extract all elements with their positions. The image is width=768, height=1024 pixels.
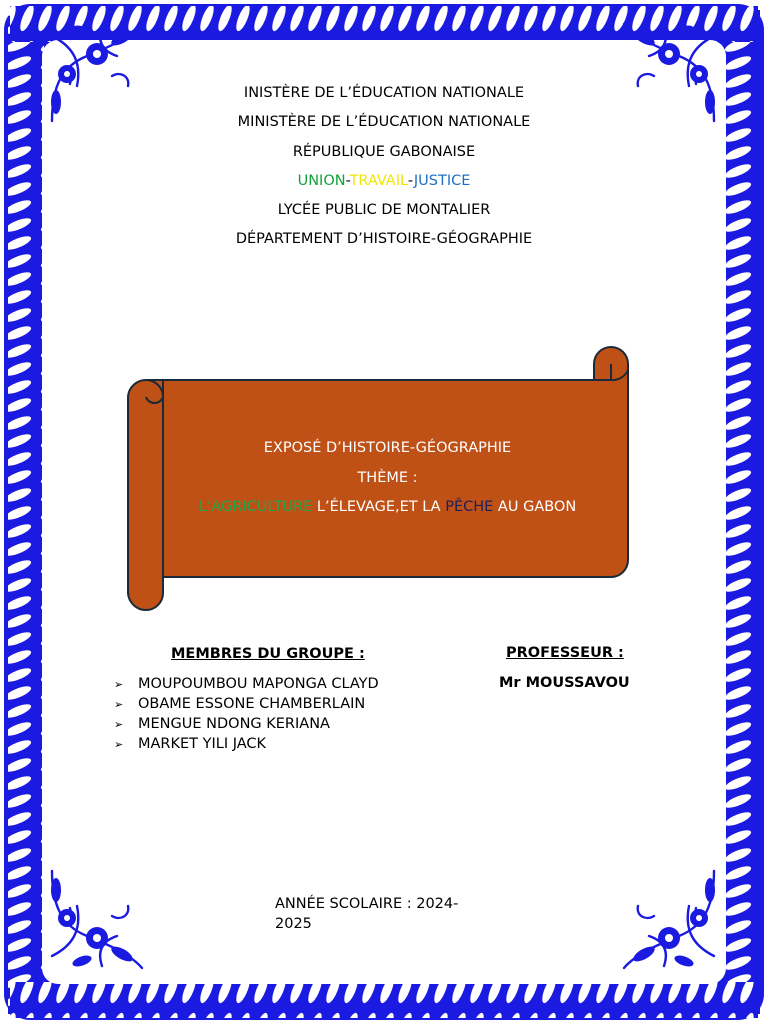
motto-union: UNION	[297, 173, 346, 189]
member-name: OBAME ESSONE CHAMBERLAIN	[138, 696, 366, 712]
professor-name: Mr MOUSSAVOU	[499, 675, 630, 691]
theme-peche: PÊCHE	[445, 499, 494, 515]
theme-text	[165, 499, 610, 515]
member-name: MOUPOUMBOU MAPONGA CLAYD	[138, 676, 379, 692]
school-year-line-1: ANNÉE SCOLAIRE : 2024-	[275, 896, 459, 912]
list-item	[114, 734, 379, 754]
arrow-bullet-icon: ➢	[114, 678, 124, 691]
members-title: MEMBRES DU GROUPE :	[171, 646, 365, 662]
arrow-bullet-icon: ➢	[114, 718, 124, 731]
republic-line: RÉPUBLIQUE GABONAISE	[292, 144, 476, 160]
ministry-line-1: INISTÈRE DE L’ÉDUCATION NATIONALE	[243, 85, 525, 101]
arrow-bullet-icon: ➢	[114, 698, 124, 711]
school-name: LYCÉE PUBLIC DE MONTALIER	[277, 202, 491, 218]
motto-travail: TRAVAIL	[349, 173, 408, 189]
exposé-title: EXPOSÉ D’HISTOIRE-GÉOGRAPHIE	[263, 440, 512, 456]
motto-dash: -	[345, 173, 350, 189]
member-name: MENGUE NDONG KERIANA	[138, 716, 330, 732]
list-item	[114, 674, 379, 694]
list-item	[114, 694, 379, 714]
motto-justice: JUSTICE	[413, 173, 471, 189]
theme-agriculture: L’AGRICULTURE	[198, 499, 313, 515]
arrow-bullet-icon: ➢	[114, 738, 124, 751]
ministry-line-2: MINISTÈRE DE L’ÉDUCATION NATIONALE	[237, 114, 531, 130]
theme-label: THÈME :	[357, 470, 418, 486]
school-year-line-2: 2025	[275, 916, 312, 932]
members-list	[114, 674, 379, 754]
professor-title: PROFESSEUR :	[506, 645, 624, 661]
school-year	[275, 894, 490, 934]
member-name: MARKET YILI JACK	[138, 736, 267, 752]
theme-rest: AU GABON	[493, 499, 577, 515]
list-item	[114, 714, 379, 734]
theme-elevage: L’ÉLEVAGE,ET LA	[312, 499, 446, 515]
motto-dash: -	[407, 173, 414, 189]
department-name: DÉPARTEMENT D’HISTOIRE-GÉOGRAPHIE	[235, 231, 533, 247]
